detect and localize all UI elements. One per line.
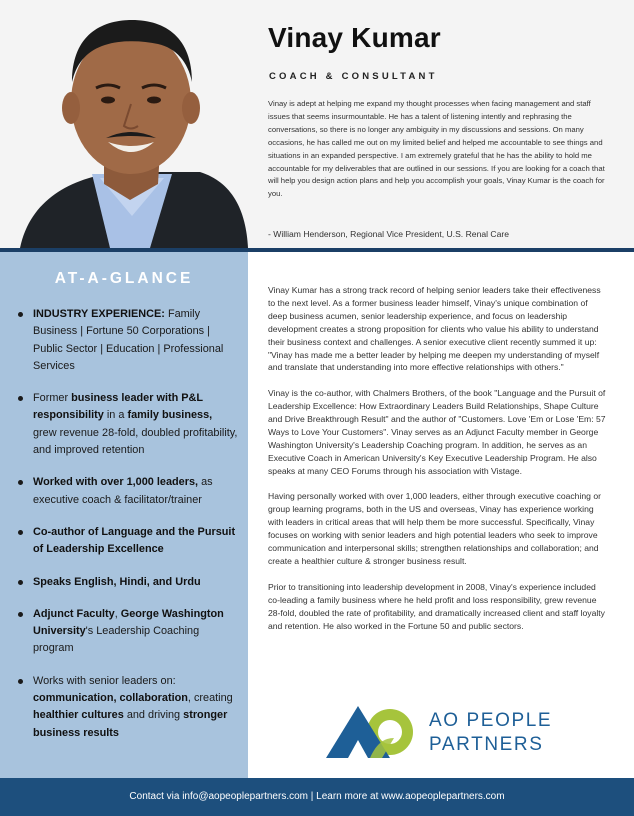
glance-item-bold: communication, collaboration: [33, 692, 188, 705]
glance-item-bold: business leader with P&L responsibility: [33, 392, 203, 422]
glance-item-languages: [18, 574, 238, 591]
testimonial-attribution: - William Henderson, Regional Vice President, U.S. Renal Care: [268, 229, 510, 239]
at-a-glance-title: AT-A-GLANCE: [54, 270, 194, 287]
logo-text-line2: PARTNERS: [429, 734, 544, 755]
glance-item-co-author: [18, 524, 238, 559]
glance-item-bold: Adjunct Faculty: [33, 607, 115, 620]
glance-item-bold: Worked with over 1,000 leaders,: [33, 476, 199, 489]
person-role: COACH & CONSULTANT: [269, 71, 438, 82]
glance-item-text: 's Leadership Coaching program: [33, 625, 200, 655]
glance-item-bold: George Washington University: [33, 607, 224, 638]
glance-item-text: ,: [114, 607, 121, 620]
glance-item-text: Family Business | Fortune 50 Corporations | Public Sector | Education | Professional Services: [33, 308, 224, 372]
bullet-icon: [18, 679, 23, 684]
bio-paragraph: Vinay Kumar has a strong track record of helping senior leaders take their effectiveness to the next level. As a former business leader himself, Vinay's unique combination of deep business acumen, senior leadership experience, and focus on leadership development creates a strong proposition for clients who value his ability to understand their business context and challenges. A senior executive client recently summed it up: "Vinay has made me a better leader by helping me deepen my understanding of myself and translate that understanding into more effective relationships with others.": [268, 285, 601, 373]
glance-item-industry-experience: [18, 306, 238, 375]
person-name: Vinay Kumar: [268, 22, 441, 53]
glance-item-senior-leaders: [18, 673, 238, 742]
portrait-illustration: [0, 0, 248, 248]
company-logo: [322, 702, 562, 762]
glance-item-text: in a: [103, 409, 128, 422]
bullet-icon: [18, 530, 23, 535]
glance-item-bold: stronger business results: [33, 709, 228, 739]
ao-logo-mark-icon: [322, 704, 418, 760]
glance-item-adjunct-faculty: [18, 606, 238, 658]
glance-item-text: as executive coach & facilitator/trainer: [33, 476, 213, 506]
header: [0, 0, 634, 248]
glance-item-bold: family business,: [127, 409, 213, 422]
bio-paragraph: Vinay is the co-author, with Chalmers Brothers, of the book "Language and the Pursuit of Leadership Excellence: How Extraordinary Leaders Build Relationships, Shape Culture and Drive Breakthrough Result" and the author of "Customers. Love 'Em or Lose 'Em: 57 Ways to Love Your Customers". Vinay serves as an Adjunct Faculty member in George Washington University's Leadership Coaching program. In addition, he serves as an Executive Coach in American University's Key Executive Leadership Program. He also speaks at many CEO Forums through his association with Vistage.: [268, 388, 606, 476]
glance-item-text: , creating: [187, 692, 233, 705]
bullet-icon: [18, 580, 23, 585]
glance-item-bold: Speaks English, Hindi, and Urdu: [33, 575, 201, 588]
footer-contact-text: Contact via info@aopeoplepartners.com | Learn more at www.aopeoplepartners.com: [129, 791, 505, 802]
footer: [0, 778, 634, 816]
at-a-glance-list: [18, 306, 238, 742]
glance-item-text: and driving: [123, 709, 184, 722]
bio-paragraph: Prior to transitioning into leadership development in 2008, Vinay's experience included co-leading a family business where he held profit and loss responsibility, grew revenue 28-fold, doubled the rate of profitability, and dramatically increased client and staff loyalty and retention. He also worked in the Fortune 50 and public sectors.: [268, 581, 605, 631]
glance-item-bold: healthier cultures: [33, 709, 124, 722]
profile-photo: [0, 0, 248, 248]
testimonial-quote: Vinay is adept at helping me expand my thought processes when facing management and staff issues that seems insurmountable. He has a talent of listening intently and rephrasing the conversations, so there is no longer any ambiguity in my discussions and sessions. On many occasions, he has called me out on my limited belief and helped me accountable to see things and situations in an expanded perspective. I am extremely grateful that he has the ability to hold me accountable for my deliverables that are outlined in our sessions. If you are looking for a coach that will help you design action plans and help you accomplish your goals, Vinay Kumar is the coach for you.: [268, 99, 605, 199]
glance-item-bold: INDUSTRY EXPERIENCE:: [33, 308, 165, 320]
glance-item-worked-with-leaders: [18, 474, 238, 509]
bullet-icon: [18, 396, 23, 401]
glance-item-text: Former: [33, 392, 72, 405]
logo-text-line1: AO PEOPLE: [429, 710, 553, 731]
bullet-icon: [18, 612, 23, 617]
bullet-icon: [18, 312, 23, 317]
at-a-glance-panel: [0, 252, 248, 778]
glance-item-text: Works with senior leaders on:: [33, 674, 176, 687]
glance-item-business-leader: [18, 390, 238, 459]
bio-paragraph: Having personally worked with over 1,000 leaders, either through executive coaching or group learning programs, both in the US and overseas, Vinay has experience working with leaders in critical areas that will help them be more successful. Specifically, Vinay focuses on working with senior leaders and high potential leaders who seek to improve communication and interpersonal skills; strengthen relationships and collaboration; and create a healthier culture & stronger business result.: [268, 491, 601, 566]
glance-item-bold: Co-author of Language and the Pursuit of Leadership Excellence: [33, 525, 236, 556]
bullet-icon: [18, 480, 23, 485]
glance-item-text: grew revenue 28-fold, doubled profitability, and improved retention: [33, 426, 238, 457]
bio-section: [268, 284, 608, 632]
